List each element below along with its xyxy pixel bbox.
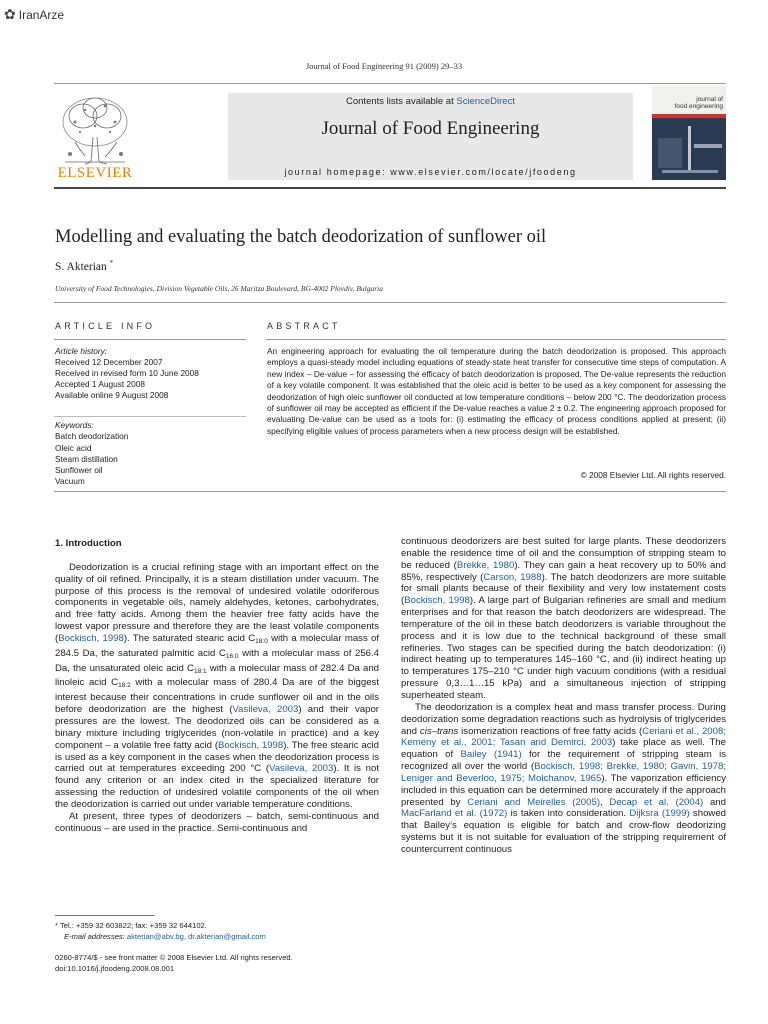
- abstract-text: An engineering approach for evaluating the oil temperature during the batch deodorization is proposed. This approach employs a quasi-steady model including equations of steady-state heat transfer for consecutive time steps of computation. A new index – De-value – for assessing the efficacy of batch deodorization is proposed. The De-value represents the reduction of a key volatile component. It was established that the oleic acid is better to be used as a key component for assessing the deodorization of high oleic sunflower oil conducted at low temperature conditions – below 200 °C. The deodorization process of sunflower oil may be accepted as efficient if the De-value reaches a value 2 ± 0.2. The engineering approach proposed for evaluating De-value can be used as a tools for: (i) estimating the efficacy of process conditions applied at present; (ii) specifying eligible values of process parameters when a new process design will be established.: [267, 346, 726, 436]
- sciencedirect-link[interactable]: ScienceDirect: [456, 96, 515, 107]
- subscript: 18:1: [193, 667, 207, 675]
- email-label: E-mail addresses:: [64, 932, 127, 941]
- abstract-bottom-rule: [54, 491, 726, 492]
- history-item: Received 12 December 2007: [55, 357, 163, 367]
- citation-link[interactable]: Vasileva, 2003: [269, 763, 334, 775]
- header-bottom-rule: [54, 187, 726, 189]
- citation-link[interactable]: Bockisch, 1998: [404, 595, 470, 607]
- citation-link[interactable]: Bockisch, 1998: [218, 739, 284, 751]
- article-history: [55, 346, 245, 401]
- text-run: Deodorization is a crucial refining stage with an important effect on the quality of oil refined. Principally, it is a steam distillation under vacuum. The purpose of this process is the removal of undesired volatile odoriferous components in vegetable oils, namely aldehydes, ketones, carbohydrates, and free fatty acids. Among them the heavier free fatty acids have the lowest vapor pressure and therefore they are the least volatile components (: [55, 561, 379, 644]
- subscript: 18:0: [255, 637, 268, 645]
- text-run: ,: [600, 796, 610, 808]
- text-run: is taken into consideration.: [507, 808, 630, 820]
- cover-photo-icon: [652, 118, 726, 180]
- body-paragraph: [401, 536, 726, 702]
- keyword-item: Steam distillation: [55, 453, 118, 464]
- text-run: ). It is not found any criterion or an index cited in the specialized literature for assessing the reduction of undesired volatile components of the oil when the deodorization is carried out under variable temperature conditions.: [55, 763, 379, 810]
- footnote-mark: *: [55, 921, 58, 930]
- keyword-item: Oleic acid: [55, 442, 92, 453]
- citation-link[interactable]: Brekke, 1980: [456, 559, 515, 571]
- affiliation-rule: [54, 302, 726, 303]
- text-run: The deodorization is a complex heat and mass transfer process. During deodorization some degradation reactions such as hydrolysis of triglycerides and: [401, 701, 726, 737]
- paper-title: Modelling and evaluating the batch deodorization of sunflower oil: [55, 227, 547, 247]
- publisher-logo-text: ELSEVIER: [57, 165, 133, 181]
- text-run: with a molecular mass of 280.4 Da are of the biggest interest because their concentrations in crude sunflower oil and in the oils before deodorization are the highest (: [55, 677, 379, 716]
- text-run: ). The batch deodorizers are more suitable for small plants because of their flexibility and very low instatement costs (: [401, 571, 727, 607]
- footnote-contact: Tel.: +359 32 603822; fax: +359 32 644102.: [57, 921, 207, 930]
- citation-link[interactable]: Bockisch, 1998: [58, 632, 124, 644]
- subscript: 16:0: [225, 652, 239, 660]
- text-run: ) and their vapor pressures are the lowest. The deodorized oils can be considered as a binary mixture including triglycerides (non-volatile in practice) and a key component – a volatile free fatty acid (: [55, 704, 379, 751]
- history-item: Available online 9 August 2008: [55, 390, 169, 400]
- keyword-item: Vacuum: [55, 476, 85, 487]
- cover-title-line2: food engineering: [674, 103, 723, 110]
- body-column-right: [401, 536, 726, 856]
- contents-prefix: Contents lists available at: [346, 96, 457, 107]
- corresponding-author-footnote: [55, 920, 385, 942]
- citation-link[interactable]: Bockisch, 1998; Brekke, 1980; Gavin, 1978; Leniger and Beverloo, 1975; Molchanov, 1965: [401, 761, 726, 784]
- text-run: continuous deodorizers are best suited for large plants. These deodorizers enable the residence time of oil and the consumption of stripping steam to be reduced (: [401, 536, 726, 571]
- publication-info: [55, 952, 385, 974]
- journal-reference: Journal of Food Engineering 91 (2009) 29–33: [305, 61, 463, 71]
- text-run: ). The free stearic acid is used as a key component in the cases when the deodorization process is carried out at temperatures exceeding 200 °C (: [55, 739, 379, 775]
- site-logo[interactable]: [4, 6, 64, 23]
- header-rule: [54, 83, 726, 84]
- article-info-heading: ARTICLE INFO: [55, 321, 156, 331]
- text-run: isomerization reactions of free fatty acids (: [458, 725, 643, 737]
- citation-link[interactable]: Decap et al. (2004): [609, 796, 704, 808]
- journal-title: Journal of Food Engineering: [321, 118, 540, 139]
- article-info-rule: [54, 339, 246, 340]
- text-run: with a molecular mass of 284.5 Da, the saturated palmitic acid C: [55, 632, 380, 659]
- body-paragraph: [401, 702, 726, 856]
- italic-term: cis–trans: [419, 725, 459, 737]
- citation-link[interactable]: Ceriani et al., 2008; Kemeny et al., 2001; Tasan and Demirci, 2003: [401, 725, 726, 749]
- keywords-label: Keywords:: [55, 420, 94, 430]
- text-run: with a molecular mass of 256.4 Da, the unsaturated oleic acid C: [55, 647, 379, 674]
- cover-title-line1: journal of: [696, 96, 723, 103]
- citation-link[interactable]: MacFarland et al. (1972): [401, 808, 508, 820]
- body-paragraph: At present, three types of deodorizers – batch, semi-continuous and continuous – are used in the practice. Semi-continuous and: [55, 810, 379, 834]
- keyword-item: Batch deodorization: [55, 431, 129, 442]
- journal-homepage-link[interactable]: journal homepage: www.elsevier.com/locate/jfoodeng: [284, 167, 577, 177]
- doi-line[interactable]: doi:10.1016/j.jfoodeng.2008.08.001: [55, 964, 175, 973]
- affiliation: University of Food Technologies, Division Vegetable Oils, 26 Maritza Boulevard, BG-4002 Plovdiv, Bulgaria: [55, 284, 384, 293]
- keywords-rule: [54, 416, 246, 417]
- text-run: ). The saturated stearic acid C: [123, 632, 256, 644]
- author-line: [55, 259, 113, 273]
- abstract-rule: [266, 339, 726, 340]
- keyword-item: Sunflower oil: [55, 465, 103, 476]
- journal-cover-image: [652, 86, 726, 180]
- text-run: with a molecular mass of 282.4 Da and linoleic acid C: [55, 662, 379, 689]
- citation-link[interactable]: Dijksra (1999): [629, 808, 690, 820]
- logo-mark-icon: ✿: [4, 6, 16, 22]
- abstract-heading: ABSTRACT: [267, 321, 341, 331]
- text-run: ). The vaporization efficiency included in this equation can be determined more accurately if the approach presented by: [401, 772, 726, 808]
- footnote-rule: [55, 915, 155, 916]
- text-run: ). A large part of Bulgarian refineries are small and medium enterprises and for that reason the batch deodorizers are widespread. The temperature of the oil in these batch deodorizers is variable throughout the process and it is low due to the technical background of these small refineries. Two stages can be specified during the batch deodorization: (i) indirect heating up to temperatures 145–160 °C, and (ii) indirect heating up to temperatures 175–210 °C under high vacuum conditions (with a residual pressure 0,3…1…15 kPa) and a simultaneous injection of stripping superheated steam.: [401, 595, 727, 701]
- email-links[interactable]: akterian@abv.bg, dr.akterian@gmail.com: [126, 932, 266, 941]
- text-run: showed that Bailey’s equation is eligible for batch and crow-flow deodorizing systems but it is not suitable for evaluation of the stripping requirement of countercurrent continuous: [401, 808, 726, 855]
- text-run: ). They can gain a heat recovery up to 50% and 85%, respectively (: [401, 559, 726, 583]
- body-paragraph: [55, 562, 379, 811]
- abstract-copyright: © 2008 Elsevier Ltd. All rights reserved.: [580, 470, 726, 480]
- keywords-block: [55, 420, 245, 488]
- citation-link[interactable]: Bailey (1941): [460, 749, 522, 761]
- site-logo-text: IranArze: [18, 7, 65, 22]
- author-name[interactable]: S. Akterian: [55, 260, 107, 273]
- text-run: and: [703, 796, 726, 808]
- text-run: for the requirement of stripping steam is recognized all over the world (: [401, 749, 726, 773]
- history-label: Article history:: [55, 346, 108, 356]
- history-item: Received in revised form 10 June 2008: [55, 368, 199, 378]
- issn-line: 0260-8774/$ - see front matter © 2008 Elsevier Ltd. All rights reserved.: [55, 953, 293, 962]
- citation-link[interactable]: Ceriani and Meirelles (2005): [467, 796, 601, 808]
- text-run: ) take place as well. The equation of: [401, 737, 726, 761]
- body-column-left: [55, 538, 379, 834]
- subscript: 18:2: [118, 682, 131, 690]
- contents-line: [228, 96, 633, 107]
- author-footnote-mark[interactable]: *: [109, 259, 114, 267]
- citation-link[interactable]: Carson, 1988: [483, 571, 542, 583]
- citation-link[interactable]: Vasileva, 2003: [232, 704, 299, 716]
- section-heading-introduction: 1. Introduction: [55, 538, 122, 549]
- history-item: Accepted 1 August 2008: [55, 379, 145, 389]
